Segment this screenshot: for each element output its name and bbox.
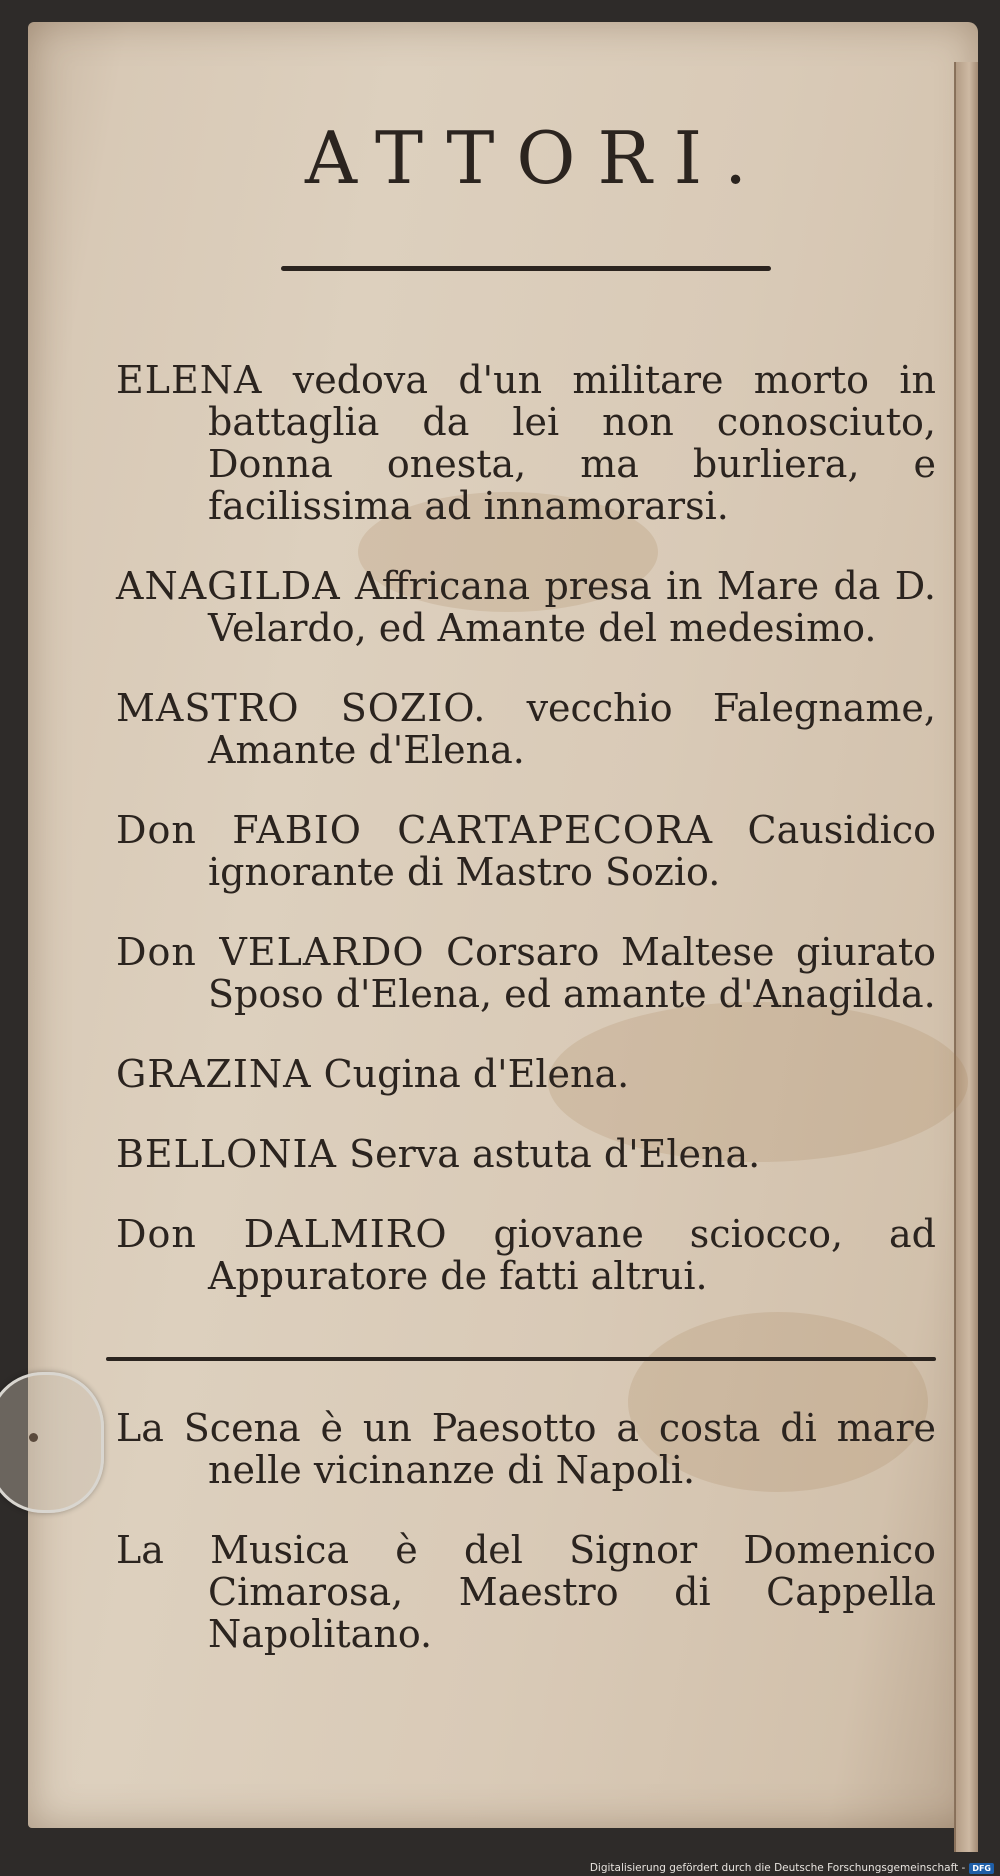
digitization-credit [590, 1862, 994, 1874]
character-description: vecchio Falegname, Amante d'Elena. [208, 686, 936, 772]
character-description: Serva astuta d'Elena. [337, 1132, 761, 1176]
book-page [28, 22, 978, 1828]
cast-entry [116, 931, 936, 1015]
cast-entry [116, 1133, 936, 1175]
cast-list [116, 359, 936, 1297]
character-name: MASTRO SOZIO. [116, 686, 487, 730]
character-name: BELLONIA [116, 1132, 337, 1176]
page-edge [954, 62, 978, 1852]
character-name: ELENA [116, 358, 263, 402]
character-description: Affricana presa in Mare da D. Velardo, ed Amante del medesimo. [208, 564, 936, 650]
title-rule [281, 266, 771, 271]
character-name: GRAZINA [116, 1052, 312, 1096]
cast-entry [116, 1053, 936, 1095]
dfg-logo: DFG [969, 1863, 994, 1874]
paper-clip [0, 1372, 104, 1513]
cast-entry [116, 809, 936, 893]
cast-entry [116, 1213, 936, 1297]
character-description: vedova d'un militare morto in battaglia da lei non conosciuto, Donna onesta, ma burliera, e facilissima ad innamorarsi. [208, 358, 936, 528]
scene-note: La Scena è un Paesotto a costa di mare nelle vicinanze di Napoli. [116, 1406, 936, 1492]
character-name: Don DALMIRO [116, 1212, 448, 1256]
character-name: Don FABIO CARTAPECORA [116, 808, 714, 852]
character-name: ANAGILDA [116, 564, 341, 608]
character-description: Causidico ignorante di Mastro Sozio. [208, 808, 936, 894]
section-rule [106, 1357, 936, 1361]
cast-entry [116, 687, 936, 771]
music-note: La Musica è del Signor Domenico Cimarosa, Maestro di Cappella Napolitano. [116, 1528, 936, 1656]
character-description: Corsaro Maltese giurato Sposo d'Elena, ed amante d'Anagilda. [208, 930, 936, 1016]
character-description: Cugina d'Elena. [311, 1052, 630, 1096]
page-content [116, 116, 936, 1687]
credit-text: Digitalisierung gefördert durch die Deutsche Forschungsgemeinschaft - [589, 1862, 966, 1874]
page-title: ATTORI. [304, 116, 769, 200]
cast-entry [116, 565, 936, 649]
production-notes [116, 1407, 936, 1655]
cast-entry [116, 359, 936, 527]
character-description: giovane sciocco, ad Appuratore de fatti altrui. [208, 1212, 936, 1298]
character-name: Don VELARDO [116, 930, 425, 974]
